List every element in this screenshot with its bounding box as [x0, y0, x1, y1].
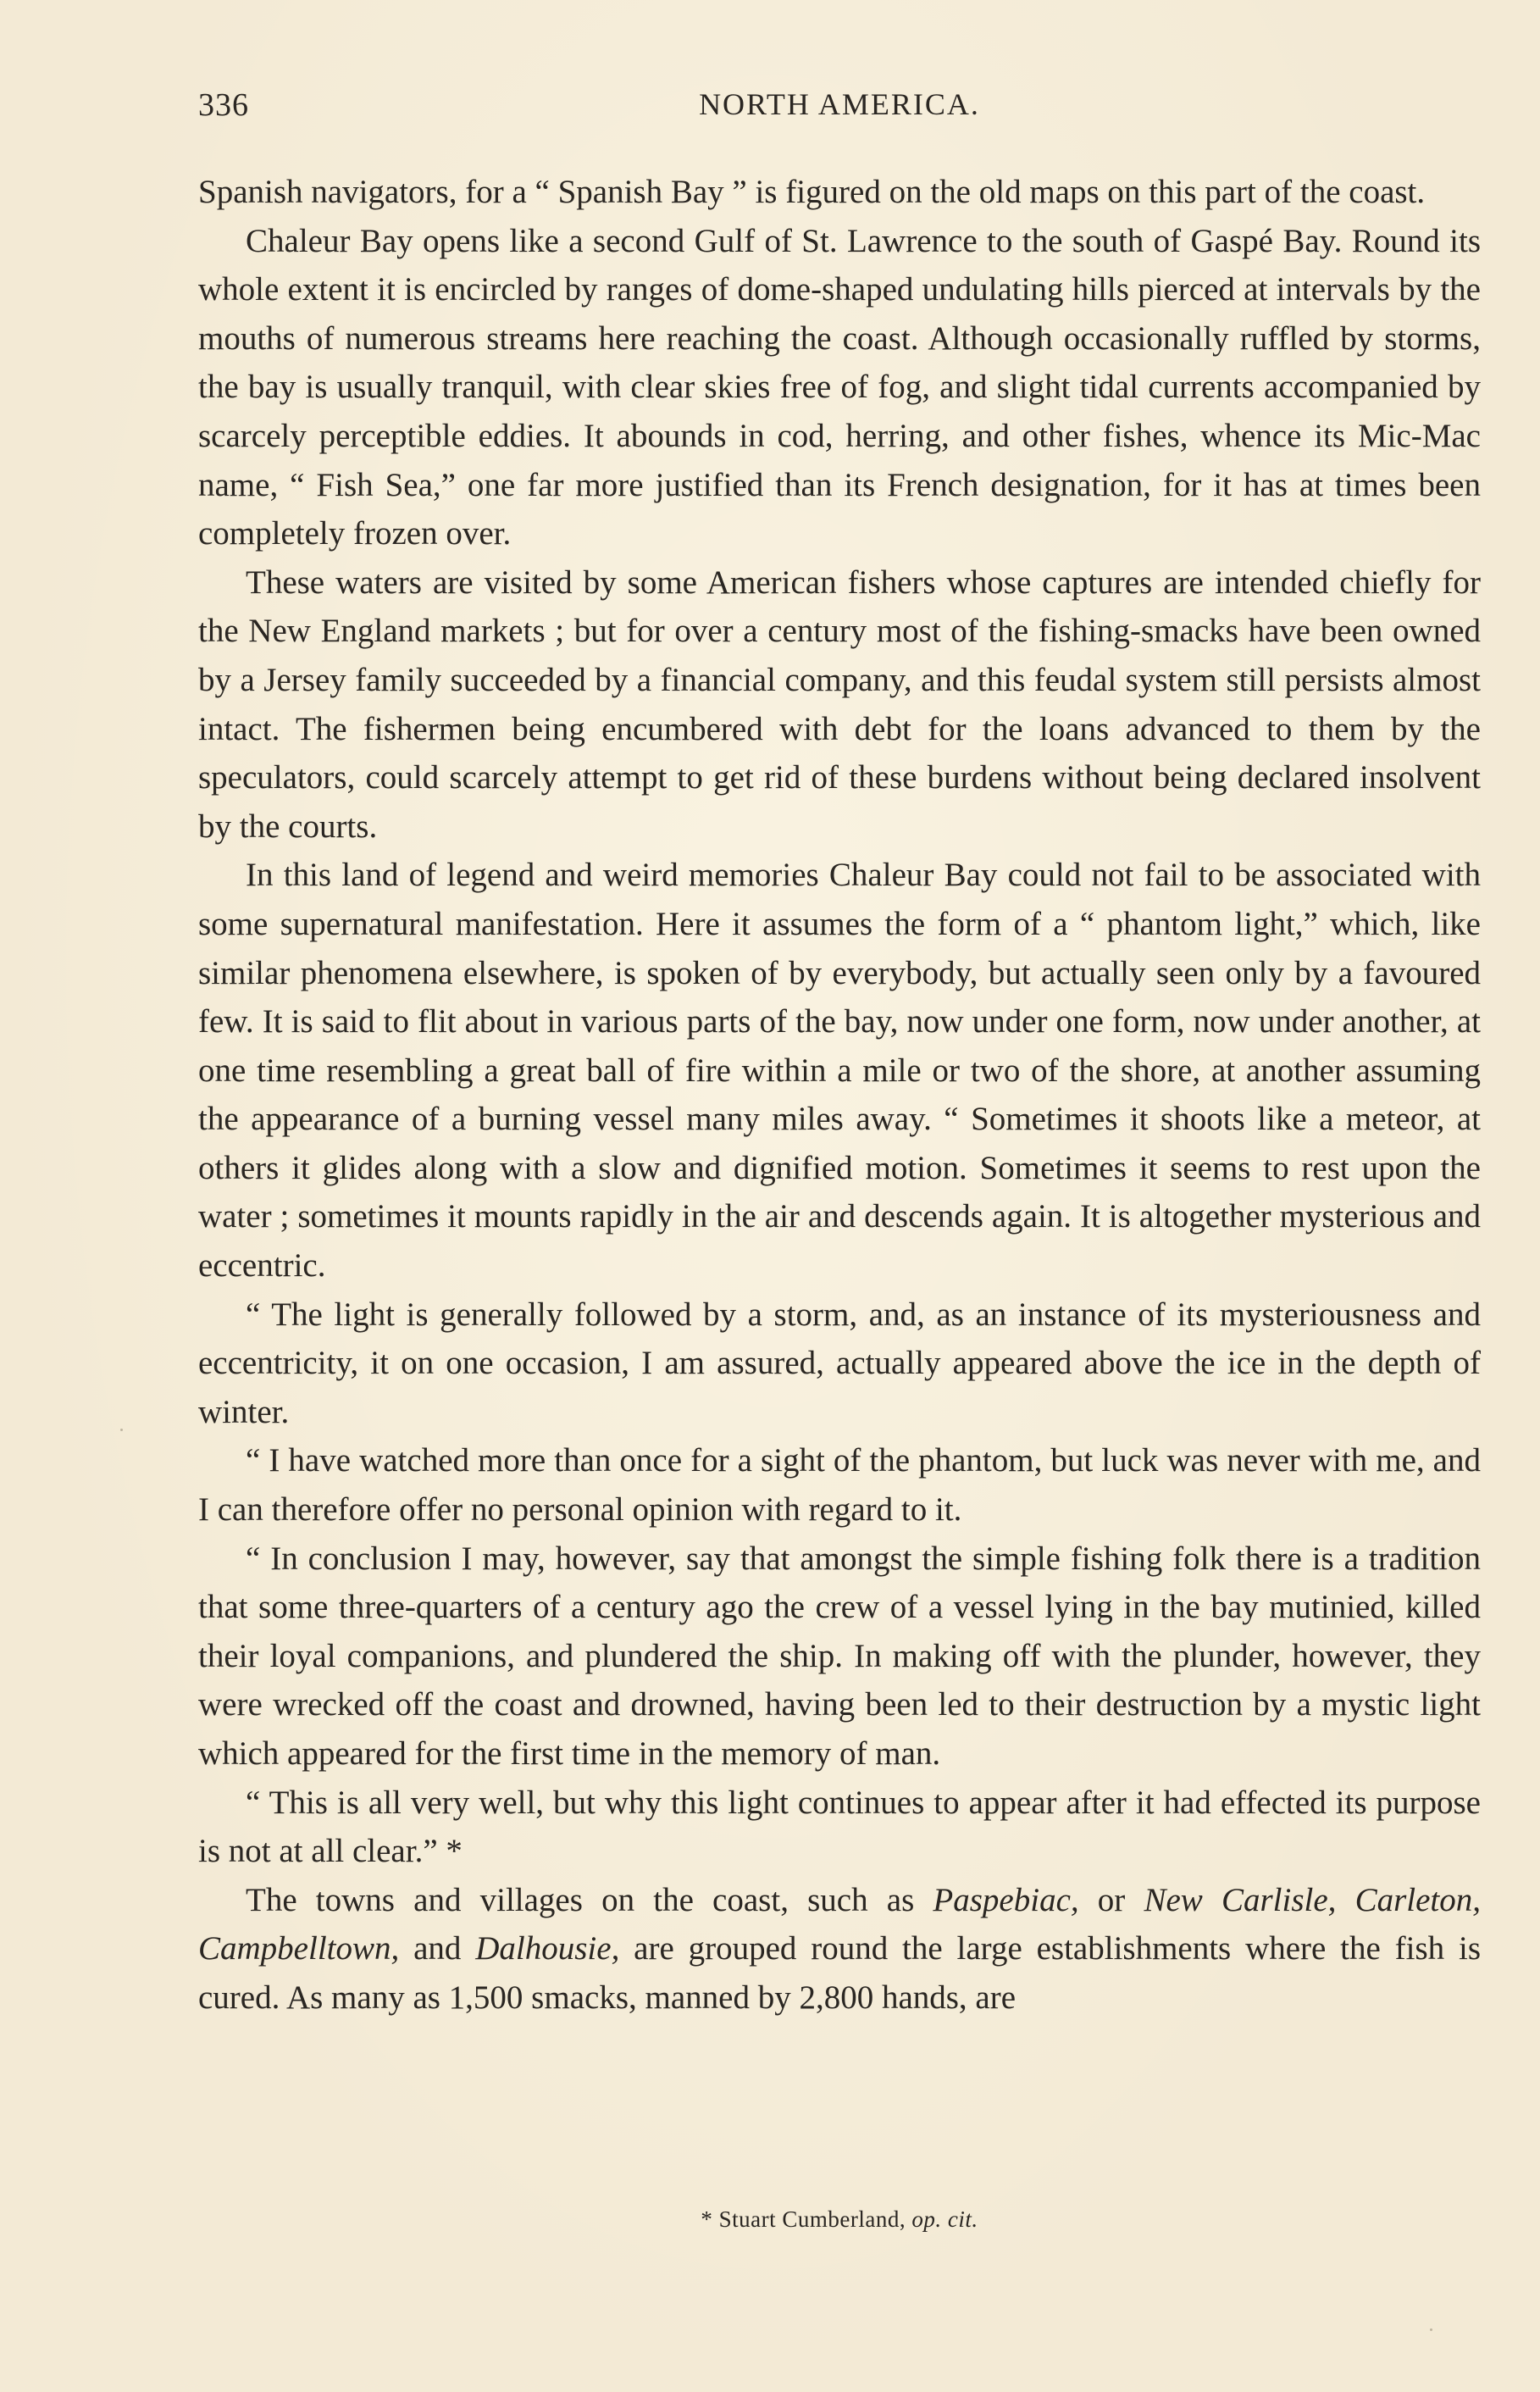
- paragraph: [198, 558, 1481, 852]
- paragraph: [198, 1876, 1481, 2023]
- paragraph-text: and: [399, 1930, 476, 1967]
- italic-text: New Carlisle, Carleton, Campbelltown,: [198, 1881, 1481, 1967]
- paragraph-text: are grouped round the large establishments where the fish is cured. As many as 1,500 smacks, manned by 2,800 hands, are: [198, 1930, 1481, 2016]
- paragraph: [198, 1436, 1481, 1534]
- paragraph-text: In this land of legend and weird memories Chaleur Bay could not fail to be associated with some supernatural manifestation. Here it assumes the form of a “ phantom light,” which, like similar phenomena elsewhere, is spoken of by everybody, but actually seen only by a favoured few. It is said to flit about in various parts of the bay, now under one form, now under another, at one time resembling a great ball of fire within a mile or two of the shore, at another assuming the appearance of a burning vessel many miles away. “ Sometimes it shoots like a meteor, at others it glides along with a slow and dignified motion. Sometimes it seems to rest upon the water ; sometimes it mounts rapidly in the air and descends again. It is altogether mysterious and eccentric.: [198, 857, 1481, 1285]
- footnote-marker: *: [701, 2206, 713, 2232]
- paper-speck: [120, 1429, 123, 1431]
- paragraph: [198, 1779, 1481, 1876]
- paragraph: [198, 1290, 1481, 1437]
- paragraph-text: “ This is all very well, but why this light continues to appear after it had effected its purpose is not at all clear.” *: [198, 1784, 1481, 1870]
- paragraph: [198, 217, 1481, 558]
- paragraph: [198, 851, 1481, 1290]
- running-head: [198, 86, 1481, 134]
- paragraph: [198, 1535, 1481, 1779]
- paragraph: [198, 168, 1481, 217]
- running-title: NORTH AMERICA.: [699, 87, 980, 121]
- footnote-author: Stuart Cumberland,: [718, 2206, 906, 2232]
- paragraph-text: These waters are visited by some American fishers whose captures are intended chiefly for the New England markets ; but for over a century most of the fishing-smacks have been owned by a Jersey family succeeded by a financial company, and this feudal system still persists almost intact. The fishermen being encumbered with debt for the loans advanced to them by the speculators, could scarcely attempt to get rid of these burdens without being declared insolvent by the courts.: [198, 563, 1481, 845]
- footnote: [198, 2206, 1481, 2233]
- paragraph-text: The towns and villages on the coast, such as: [246, 1881, 933, 1918]
- paragraph-text: or: [1078, 1881, 1144, 1918]
- page-number: 336: [198, 87, 249, 123]
- italic-text: Dalhousie,: [475, 1930, 620, 1967]
- footnote-reference: op. cit.: [911, 2206, 978, 2232]
- italic-text: Paspebiac,: [933, 1881, 1079, 1918]
- paragraph-text: Spanish navigators, for a “ Spanish Bay ” is figured on the old maps on this part of the coast.: [198, 174, 1426, 210]
- paragraph-text: “ The light is generally followed by a storm, and, as an instance of its mysteriousness and eccentricity, it on one occasion, I am assured, actually appeared above the ice in the depth of winter.: [198, 1296, 1481, 1430]
- paper-speck: [1430, 2328, 1432, 2331]
- paragraph-text: “ In conclusion I may, however, say that amongst the simple fishing folk there is a tradition that some three-quarters of a century ago the crew of a vessel lying in the bay mutinied, killed their loyal companions, and plundered the ship. In making off with the plunder, however, they were wrecked off the coast and drowned, having been led to their destruction by a mystic light which appeared for the first time in the memory of man.: [198, 1540, 1481, 1772]
- paragraph-text: “ I have watched more than once for a sight of the phantom, but luck was never with me, and I can therefore offer no personal opinion with regard to it.: [198, 1442, 1481, 1529]
- body-text: [198, 168, 1481, 2023]
- paragraph-text: Chaleur Bay opens like a second Gulf of St. Lawrence to the south of Gaspé Bay. Round its whole extent it is encircled by ranges of dome-shaped undulating hills pierced at intervals by the mouths of numerous streams here reaching the coast. Although occasionally ruffled by storms, the bay is usually tranquil, with clear skies free of fog, and slight tidal currents accompanied by scarcely perceptible eddies. It abounds in cod, herring, and other fishes, whence its Mic-Mac name, “ Fish Sea,” one far more justified than its French designation, for it has at times been completely frozen over.: [198, 222, 1481, 552]
